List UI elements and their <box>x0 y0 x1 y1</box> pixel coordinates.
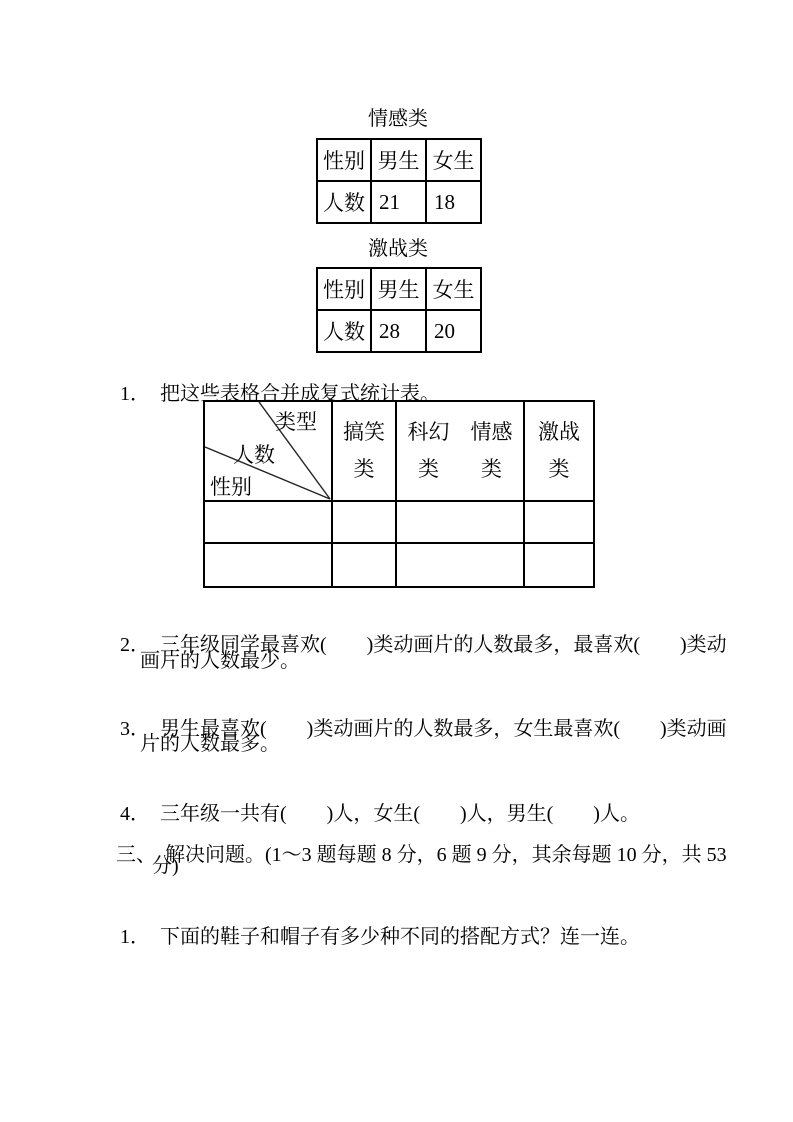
question-4-text: 三年级一共有( )人，女生( )人，男生( )人。 <box>160 803 640 825</box>
section-3-text-line1: 解决问题。(1～3 题每题 8 分，6 题 9 分，其余每题 10 分，共 53 <box>165 844 727 866</box>
table-row <box>317 310 481 352</box>
empty-answer-cell <box>333 544 397 586</box>
column-header-emotion-line1: 情感 <box>470 420 513 444</box>
table-row <box>317 181 481 223</box>
section-3-question-1 <box>100 898 640 976</box>
value-girls: 18 <box>426 181 481 223</box>
composite-table <box>203 400 595 588</box>
section-3-question-1-text: 下面的鞋子和帽子有多少种不同的搭配方式？连一连。 <box>160 926 640 948</box>
section-3-question-1-number: 1． <box>120 926 150 948</box>
row-label-count: 人数 <box>317 310 371 352</box>
column-header-battle-line1: 激战 <box>538 420 580 444</box>
column-header-funny <box>333 402 397 502</box>
empty-answer-cell <box>397 502 525 544</box>
empty-answer-cell <box>525 502 593 544</box>
battle-table <box>316 267 482 353</box>
column-header-emotion-line2: 类 <box>481 457 502 481</box>
section-3-header-line-2: 分) <box>152 855 179 877</box>
value-girls: 20 <box>426 310 481 352</box>
corner-label-type: 类型 <box>275 410 317 434</box>
corner-label-count: 人数 <box>233 443 275 467</box>
question-2-number: 2． <box>120 634 150 656</box>
column-header-battle <box>525 402 593 502</box>
section-3-number: 三、 <box>116 844 156 866</box>
header-cell-gender: 性别 <box>317 268 371 310</box>
question-3-text-line1: 男生最喜欢( )类动画片的人数最多，女生最喜欢( )类动画 <box>160 718 727 740</box>
emotion-table-title: 情感类 <box>368 108 428 130</box>
row-label-count: 人数 <box>317 181 371 223</box>
column-header-emotion <box>460 402 523 500</box>
column-header-scifi-emotion <box>397 402 525 502</box>
column-header-scifi-line1: 科幻 <box>407 420 450 444</box>
question-2-line-2: 画片的人数最少。 <box>140 650 300 672</box>
corner-cell <box>205 402 333 502</box>
empty-answer-cell <box>333 502 397 544</box>
table-row <box>317 268 481 310</box>
empty-answer-cell <box>525 544 593 586</box>
question-4-number: 4． <box>120 803 150 825</box>
value-boys: 28 <box>371 310 426 352</box>
column-header-battle-line2: 类 <box>548 457 570 481</box>
question-2-text-line1: 三年级同学最喜欢( )类动画片的人数最多，最喜欢( )类动 <box>160 634 727 656</box>
header-cell-girls: 女生 <box>426 139 481 181</box>
header-cell-boys: 男生 <box>371 139 426 181</box>
section-3-header-line-1 <box>96 816 727 894</box>
question-3-line-2: 片的人数最多。 <box>140 733 280 755</box>
column-header-funny-line1: 搞笑 <box>343 420 385 444</box>
emotion-table <box>316 138 482 224</box>
corner-label-gender: 性别 <box>210 475 252 499</box>
question-1-number: 1． <box>120 383 150 405</box>
question-1-text: 把这些表格合并成复式统计表。 <box>160 383 440 405</box>
header-cell-gender: 性别 <box>317 139 371 181</box>
column-header-scifi <box>397 402 460 500</box>
header-cell-girls: 女生 <box>426 268 481 310</box>
column-header-funny-line2: 类 <box>353 457 375 481</box>
empty-answer-cell <box>397 544 525 586</box>
empty-answer-cell <box>205 502 333 544</box>
empty-answer-cell <box>205 544 333 586</box>
question-3-number: 3． <box>120 718 150 740</box>
battle-table-title: 激战类 <box>368 238 428 260</box>
column-header-scifi-line2: 类 <box>418 457 439 481</box>
value-boys: 21 <box>371 181 426 223</box>
header-cell-boys: 男生 <box>371 268 426 310</box>
table-row <box>317 139 481 181</box>
